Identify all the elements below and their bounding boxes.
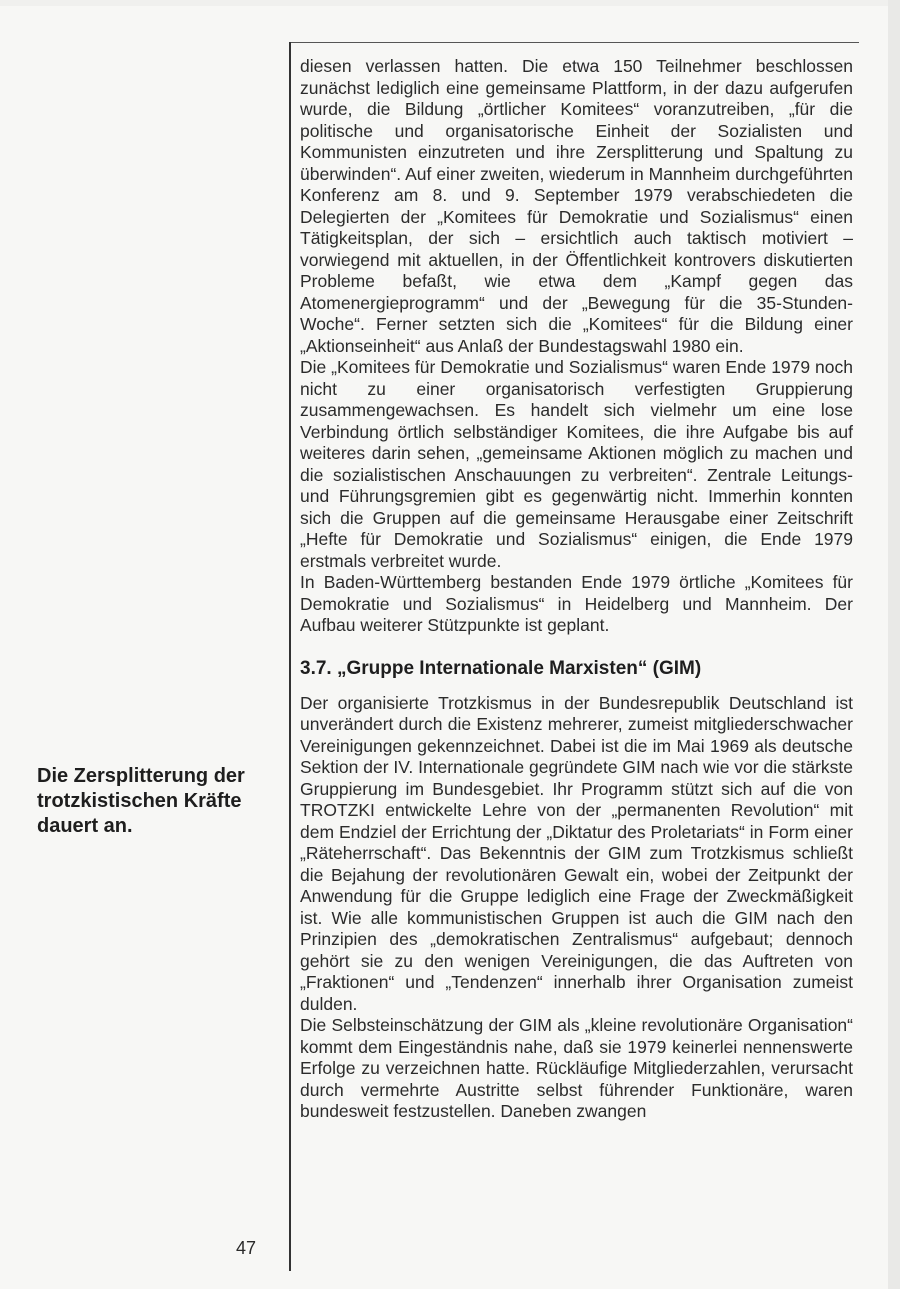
paragraph: In Baden-Württemberg bestanden Ende 1979 örtliche „Komitees für Demokratie und Sozialismus“ in Heidelberg und Mannheim. Der Aufbau weiterer Stützpunkte ist geplant. — [300, 572, 853, 635]
paragraph: Der organisierte Trotzkismus in der Bundesrepublik Deutschland ist unverändert durch die Existenz mehrerer, zumeist mitgliederschwacher Vereinigungen gekennzeichnet. Dabei ist die im Mai 1969 als deutsche Sektion der IV. Internationale gegründete GIM nach wie vor die stärkste Gruppierung im Bundesgebiet. Ihr Programm stützt sich auf die von TROTZKI entwickelte Lehre von der „permanenten Revolution“ mit dem Endziel der Errichtung der „Diktatur des Proletariats“ in Form einer „Räteherrschaft“. Das Bekenntnis der GIM zum Trotzkismus schließt die Bejahung der revolutionären Gewalt ein, wobei der Zeitpunkt der Anwendung für die Gruppe lediglich eine Frage der Zweckmäßigkeit ist. Wie alle kommunistischen Gruppen ist auch die GIM nach den Prinzipien des „demokratischen Zentralismus“ aufgebaut; dennoch gehört sie zu den wenigen Vereinigungen, die das Auftreten von „Fraktionen“ und „Tendenzen“ innerhalb ihrer Organisation zumeist dulden. — [300, 692, 853, 1014]
paragraph: diesen verlassen hatten. Die etwa 150 Teilnehmer beschlossen zunächst lediglich eine gemeinsame Plattform, in der dazu aufgerufen wurde, die Bildung „örtlicher Komitees“ voranzutreiben, „für die politische und organisatorische Einheit der Sozialisten und Kommunisten einzutreten und ihre Zersplitterung und Spaltung zu überwinden“. Auf einer zweiten, wiederum in Mannheim durchgeführten Konferenz am 8. und 9. September 1979 verabschiedeten die Delegierten der „Komitees für Demokratie und Sozialismus“ einen Tätigkeitsplan, der sich – ersichtlich auch taktisch motiviert – vorwiegend mit aktuellen, in der Öffentlichkeit kontrovers diskutierten Probleme befaßt, wie etwa dem „Kampf gegen das Atomenergieprogramm“ und der „Bewegung für die 35-Stunden-Woche“. Ferner setzten sich die „Komitees“ für die Bildung einer „Aktionseinheit“ aus Anlaß der Bundestagswahl 1980 ein. — [300, 56, 853, 356]
section-heading: 3.7. „Gruppe Internationale Marxisten“ (GIM) — [300, 657, 702, 679]
paragraph: Die „Komitees für Demokratie und Sozialismus“ waren Ende 1979 noch nicht zu einer organisatorisch verfestigten Gruppierung zusammengewachsen. Es handelt sich vielmehr um eine lose Verbindung örtlich selbständiger Komitees, die ihre Aufgabe bis auf weiteres darin sehen, „gemeinsame Aktionen möglich zu machen und die sozialistischen Anschauungen zu verbreiten“. Zentrale Leitungs- und Führungsgremien gibt es gegenwärtig nicht. Immerhin konnten sich die Gruppen auf die gemeinsame Herausgabe einer Zeitschrift „Hefte für Demokratie und Sozialismus“ einigen, die Ende 1979 erstmals verbreitet wurde. — [300, 357, 853, 571]
margin-note: Die Zersplitterung der trotzkistischen Kräfte dauert an. — [37, 765, 245, 837]
paragraph: Die Selbsteinschätzung der GIM als „kleine revolutionäre Organisation“ kommt dem Eingeständnis nahe, daß sie 1979 keinerlei nennenswerte Erfolge zu verzeichnen hatte. Rückläufige Mitgliederzahlen, verursacht durch vermehrte Austritte selbst führender Funktionäre, waren bundesweit festzustellen. Daneben zwangen — [300, 1015, 853, 1121]
page-number: 47 — [236, 1238, 257, 1258]
main-text-column — [300, 56, 853, 1123]
scan-edge-right — [888, 0, 900, 1289]
header-rule — [289, 42, 859, 43]
scan-edge-top — [0, 0, 900, 6]
column-rule — [289, 42, 291, 1271]
